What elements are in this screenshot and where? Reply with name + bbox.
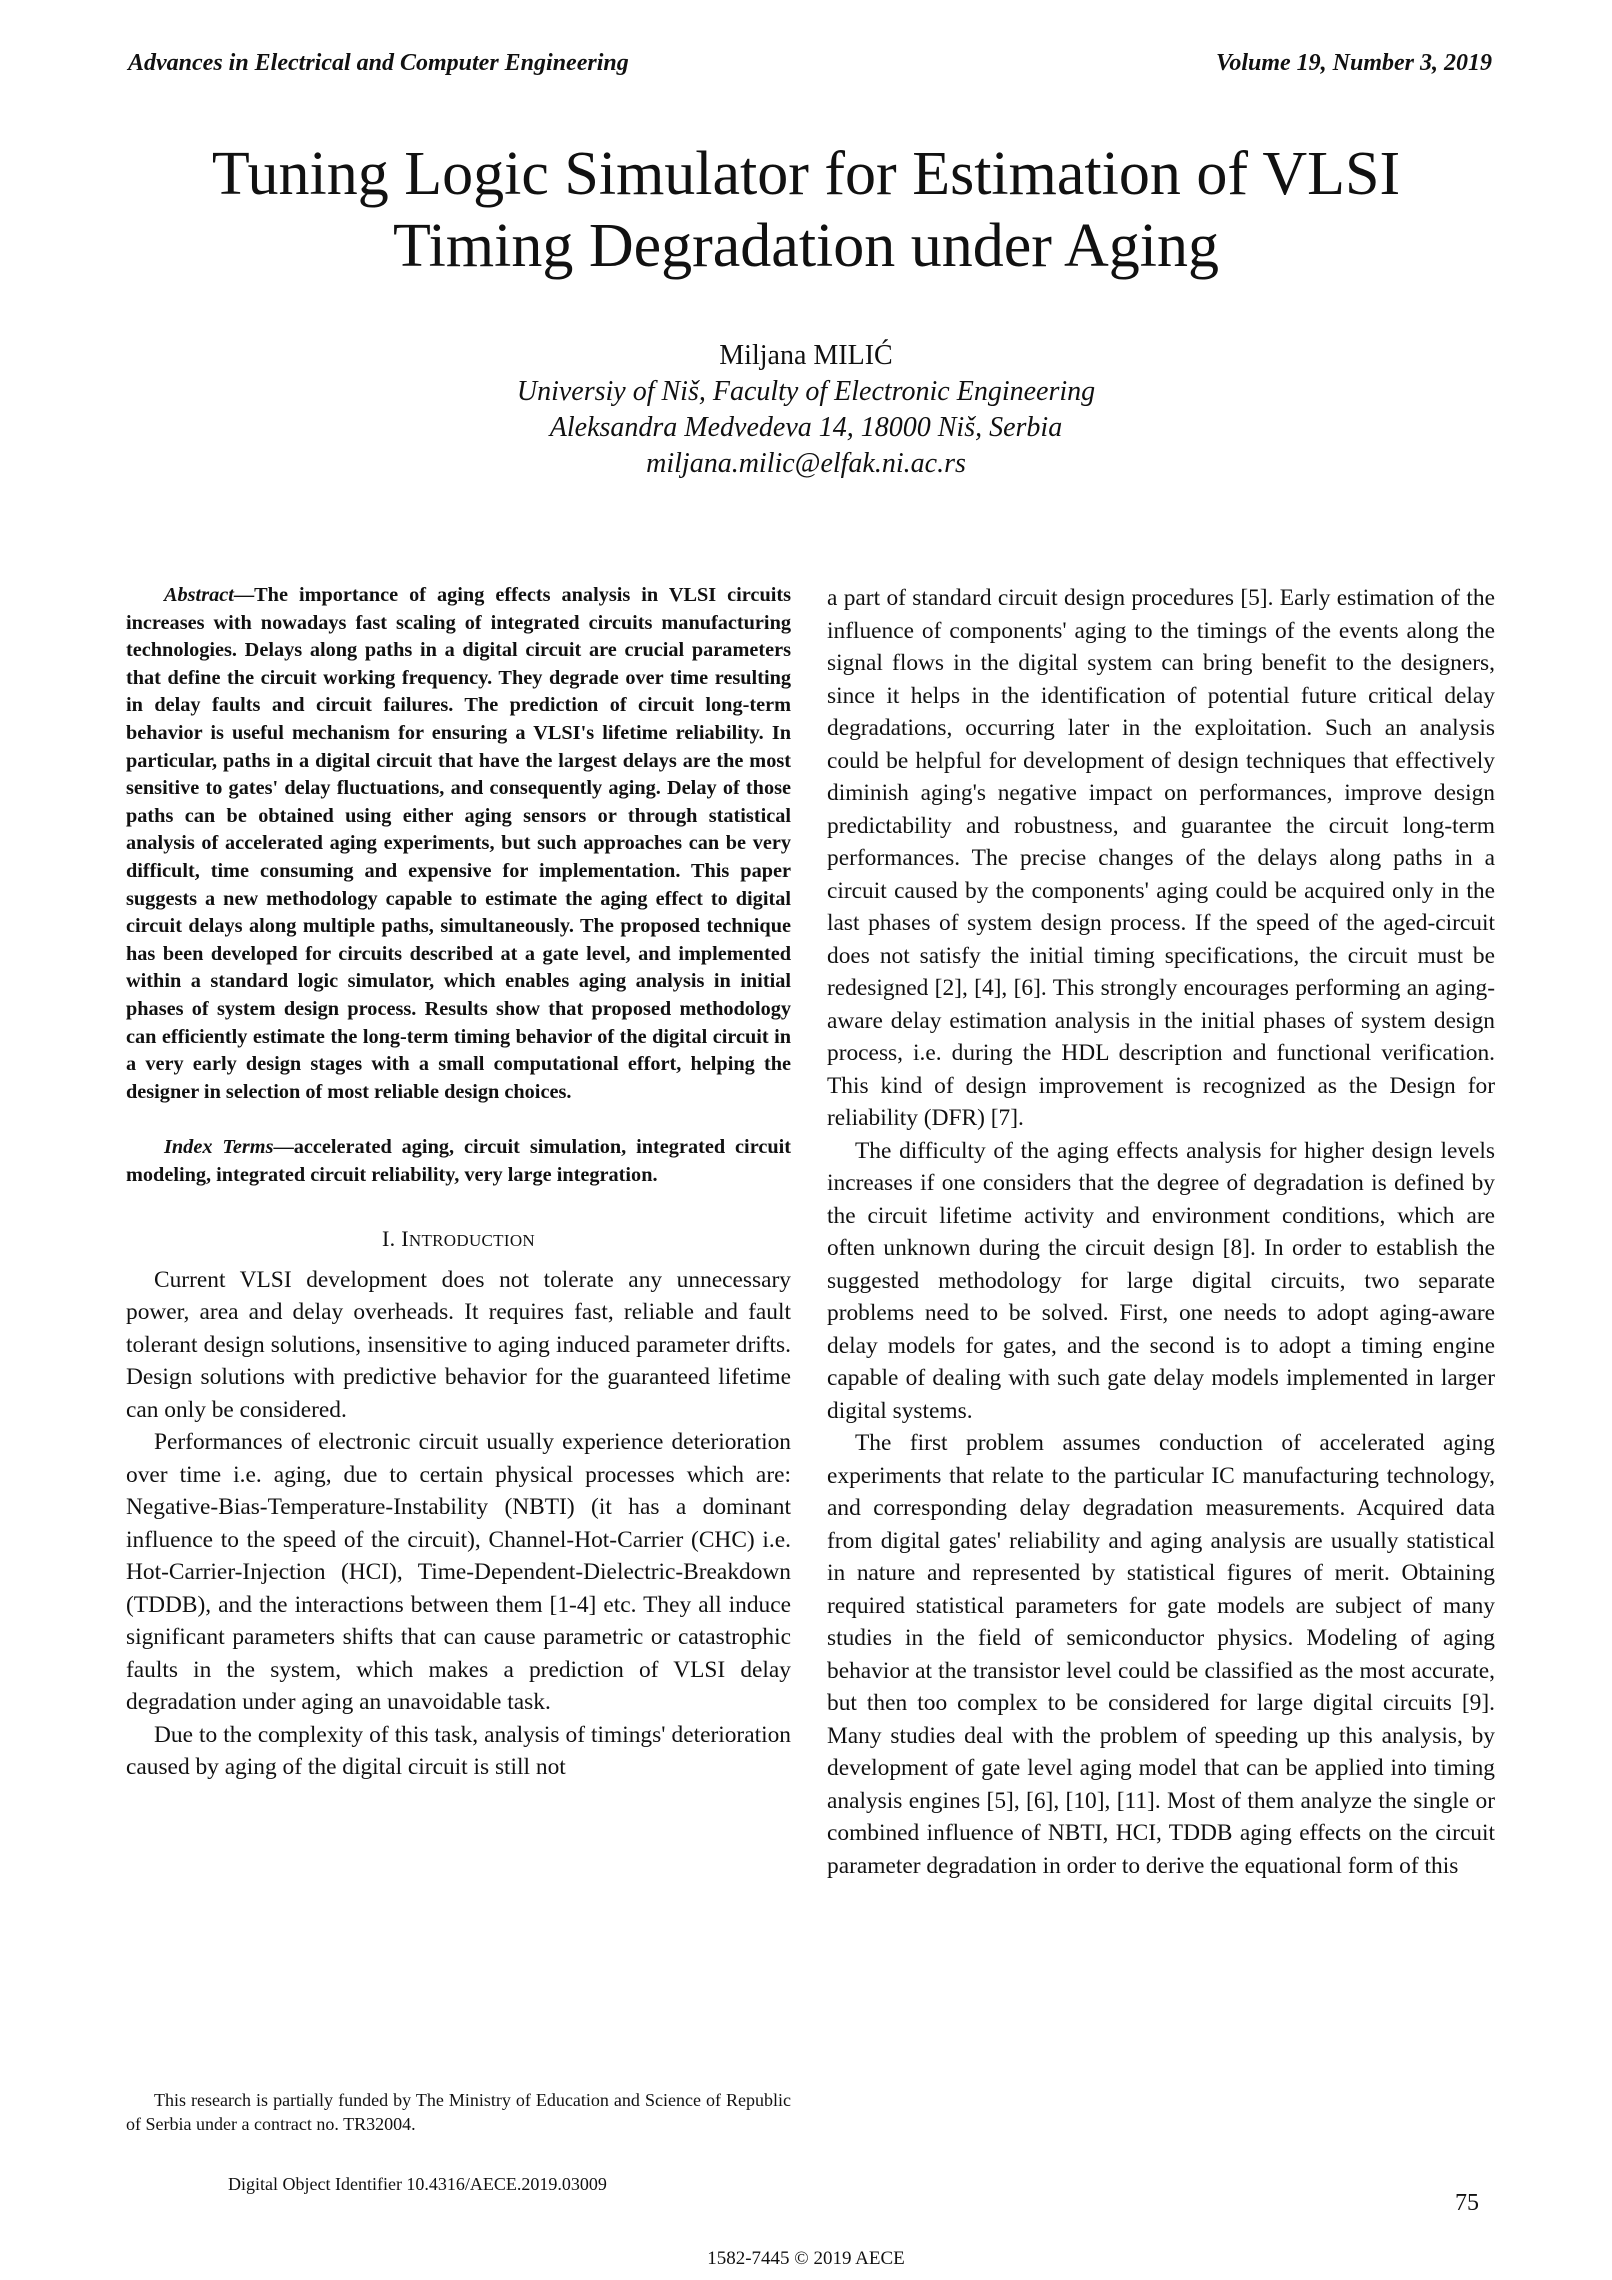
abstract-text: —The importance of aging effects analysis in VLSI circuits increases with nowadays fast scaling of integrated circuits manufacturing technologies. Delays along paths in a digital circuit are crucial parameters that define the circuit working frequency. They degrade over time resulting in delay faults and circuit failures. The prediction of circuit long-term behavior is useful mechanism for ensuring a VLSI's lifetime reliability. In particular, paths in a digital circuit that have the largest delays are the most sensitive to gates' delay fluctuations, and consequently aging. Delay of those paths can be obtained using either aging sensors or through statistical analysis of accelerated aging experiments, but such approaches can be very difficult, time consuming and expensive for implementation. This paper suggests a new methodology capable to estimate the aging effect to digital circuit delays along multiple paths, simultaneously. The proposed technique has been developed for circuits described at a gate level, and implemented within a standard logic simulator, which enables aging analysis in initial phases of system design process. Results show that proposed methodology can efficiently estimate the long-term timing behavior of the digital circuit in a very early design stages with a small computational effort, helping the designer in selection of most reliable design choices. bbox=[126, 584, 791, 1103]
doi: Digital Object Identifier 10.4316/AECE.2019.03009 bbox=[228, 2174, 607, 2194]
title-line-2: Timing Degradation under Aging bbox=[392, 212, 1220, 280]
copyright: 1582-7445 © 2019 AECE bbox=[707, 2248, 905, 2269]
paper-title bbox=[0, 138, 1612, 282]
right-column bbox=[827, 582, 1495, 1882]
paragraph: a part of standard circuit design procedures [5]. Early estimation of the influence of components' aging to the timings of the events along the signal flows in the digital system can bring benefit to the designers, since it helps in the identification of potential future critical delay degradations, occurring later in the exploitation. Such an analysis could be helpful for development of design techniques that effectively diminish aging's negative impact on performances, improve design predictability and robustness, and guarantee the circuit long-term performances. The precise changes of the delays along paths in a circuit caused by the components' aging could be acquired only in the last phases of system design process. If the speed of the aged-circuit does not satisfy the initial timing specifications, the circuit must be redesigned [2], [4], [6]. This strongly encourages performing an aging-aware delay estimation analysis in the initial phases of system design process, i.e. during the HDL description and functional verification. This kind of design improvement is recognized as the Design for reliability (DFR) [7]. bbox=[827, 585, 1495, 1131]
index-terms-label: Index Terms bbox=[164, 1136, 274, 1159]
section-number: I. bbox=[382, 1226, 396, 1252]
abstract-label: Abstract bbox=[164, 584, 234, 606]
index-terms-text: —accelerated aging, circuit simulation, integrated circuit modeling, integrated circuit reliability, very large integration. bbox=[126, 1136, 791, 1186]
paragraph: Due to the complexity of this task, analysis of timings' deterioration caused by aging of the digital circuit is still not bbox=[126, 1721, 791, 1781]
paragraph: Performances of electronic circuit usually experience deterioration over time i.e. aging, due to certain physical processes which are: Negative-Bias-Temperature-Instability (NBTI) (it has a dominant influence to the speed of the circuit), Channel-Hot-Carrier (CHC) i.e. Hot-Carrier-Injection (HCI), Time-Dependent-Dielectric-Breakdown (TDDB), and the interactions between them [1-4] etc. They all induce significant parameters shifts that can cause parametric or catastrophic faults in the system, which makes a prediction of VLSI delay degradation under aging an unavoidable task. bbox=[126, 1429, 791, 1716]
index-terms bbox=[126, 1134, 791, 1189]
author-affiliation: Universiy of Niš, Faculty of Electronic Engineering bbox=[516, 376, 1096, 407]
paragraph: The first problem assumes conduction of accelerated aging experiments that relate to the particular IC manufacturing technology, and corresponding delay degradation measurements. Acquired data from digital gates' reliability and aging analysis are usually statistical in nature and represented by statistical figures of merit. Obtaining required statistical parameters for gate models are subject of many studies in the field of semiconductor physics. Modeling of aging behavior at the transistor level could be classified as the most accurate, but then too complex to be considered for large digital circuits [9]. Many studies deal with the problem of speeding up this analysis, by development of gate level aging model that can be applied into timing analysis engines [5], [6], [10], [11]. Most of them analyze the single or combined influence of NBTI, HCI, TDDB aging effects on the circuit parameter degradation in order to derive the equational form of this bbox=[827, 1430, 1495, 1879]
page-number: 75 bbox=[1455, 2190, 1479, 2216]
paragraph: Current VLSI development does not tolerate any unnecessary power, area and delay overheads. It requires fast, reliable and fault tolerant design solutions, insensitive to aging induced parameter drifts. Design solutions with predictive behavior for the guaranteed lifetime can only be considered. bbox=[126, 1266, 791, 1423]
left-column bbox=[126, 582, 791, 1784]
section-title-first: I bbox=[401, 1226, 409, 1252]
funding-footnote: This research is partially funded by The Ministry of Education and Science of Republic of Serbia under a contract no. TR32004. bbox=[126, 2090, 791, 2134]
volume-info: Volume 19, Number 3, 2019 bbox=[1215, 50, 1492, 76]
paragraph: The difficulty of the aging effects analysis for higher design levels increases if one considers that the degree of degradation is defined by the circuit lifetime activity and environment conditions, which are often unknown during the circuit design [8]. In order to establish the suggested methodology for large digital circuits, two separate problems need to be solved. First, one needs to adopt aging-aware delay models for gates, and the second is to adopt a timing engine capable of dealing with such gate delay models implemented in larger digital systems. bbox=[827, 1137, 1495, 1424]
author-email: miljana.milic@elfak.ni.ac.rs bbox=[646, 448, 966, 479]
author-block bbox=[0, 338, 1612, 482]
section-heading bbox=[126, 1223, 791, 1258]
abstract bbox=[126, 582, 791, 1106]
title-line-1: Tuning Logic Simulator for Estimation of VLSI bbox=[211, 140, 1401, 208]
section-title-rest: NTRODUCTION bbox=[408, 1231, 535, 1251]
author-name: Miljana MILIĆ bbox=[719, 340, 893, 371]
journal-name: Advances in Electrical and Computer Engineering bbox=[128, 50, 629, 76]
author-address: Aleksandra Medvedeva 14, 18000 Niš, Serbia bbox=[549, 412, 1063, 443]
